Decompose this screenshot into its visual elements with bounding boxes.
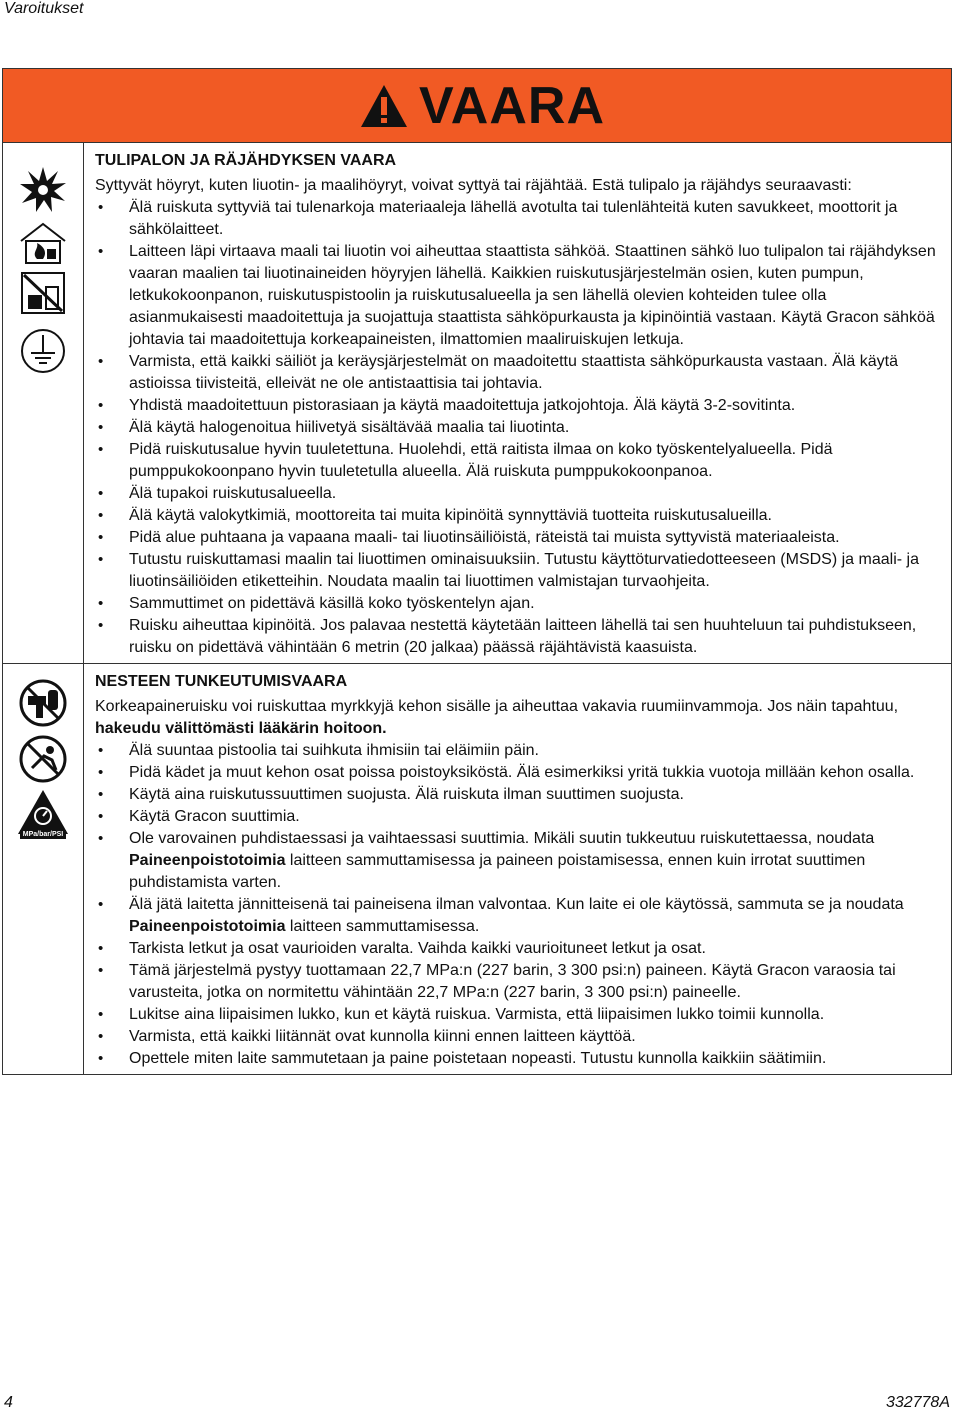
injection-icon-column [3,664,84,1074]
item-text: Lukitse aina liipaisimen lukko, kun et käytä ruiskua. Varmista, että liipaisimen lukko toimii kunnolla. [129,1006,825,1023]
fire-list-item: • Sammuttimet on pidettävä käsillä koko työskentelyn ajan. [95,593,943,615]
item-text: Älä suuntaa pistoolia tai suihkuta ihmisiin tai eläimiin päin. [129,742,539,759]
item-text: Tarkista letkut ja osat vaurioiden varalta. Vaihda kaikki vaurioituneet letkut ja osat. [129,940,706,957]
pressure-unit-label: MPa/bar/PSI [20,830,66,839]
procedure-name: Paineenpoistotoimia [129,918,286,935]
fire-list [95,197,943,659]
injection-section [3,664,951,1074]
injection-list-item [95,784,943,806]
injection-list-item [95,762,943,784]
injection-list-item [95,1026,943,1048]
danger-banner [3,69,951,143]
injection-section-title: NESTEEN TUNKEUTUMISVAARA [95,673,348,690]
no-spray-at-person-icon [18,734,68,784]
injection-intro-bold: hakeudu välittömästi lääkärin hoitoon. [95,720,387,737]
house-flame-icon [17,221,69,265]
document-number: 332778A [885,1394,950,1411]
item-text: laitteen sammuttamisessa. [285,918,480,935]
fire-list-item: • Älä ruiskuta syttyviä tai tulenarkoja materiaaleja lähellä avotulta tai tulenlähteitä kuten savukkeet, moottorit ja sähkölaitteet. [95,197,943,241]
item-text: Pidä kädet ja muut kehon osat poissa poistoyksiköstä. Älä esimerkiksi yritä tukkia vuotoja millään kehon osalla. [129,764,915,781]
item-text: Ole varovainen puhdistaessasi ja vaihtaessasi suuttimia. Mikäli suutin tukkeutuu ruiskutettaessa, noudata [129,830,875,847]
fire-list-item: • Pidä alue puhtaana ja vapaana maali- tai liuotinsäiliöistä, räteistä tai muista syttyvistä materiaaleista. [95,527,943,549]
fire-list-item: • Laitteen läpi virtaava maali tai liuotin voi aiheuttaa staattista sähköä. Staattinen sähkö luo tulipalon tai räjähdyksen vaaran maalien tai liuotinaineiden höyryjen lähellä. Kaikkien ruiskutusjärjestelmän osien, kuten pumpun, letkukokoonpanon, ruiskutuspistoolin ja ruiskutusalueella ja sen lähellä olevien kohteiden tulee olla asianmukaisesti maadoitettuja ja suojattuja staattista sähköpurkausta ja kipinöintiä vastaan. Käytä Gracon sähköä johtavia tai maadoitettuja korkeapaineisten, ilmattomien maaliruiskujen letkuja. [95,241,943,351]
fire-list-item: • Pidä ruiskutusalue hyvin tuuletettuna. Huolehdi, että raitista ilmaa on koko työskentelyalueella. Pidä pumppukokoonpano hyvin tuuletetulla alueella. Älä ruiskuta pumppukokoonpanoa. [95,439,943,483]
ground-icon [19,327,67,375]
item-text: Varmista, että kaikki liitännät ovat kunnolla kiinni ennen laitteen käyttöä. [129,1028,636,1045]
fire-section-title: TULIPALON JA RÄJÄHDYKSEN VAARA [95,152,397,169]
injection-list-item [95,740,943,762]
item-text: Käytä aina ruiskutussuuttimen suojusta. Älä ruiskuta ilman suuttimen suojusta. [129,786,684,803]
injection-list-item [95,1048,943,1070]
fire-list-item: • Yhdistä maadoitettuun pistorasiaan ja käytä maadoitettuja jatkojohtoja. Älä käytä 3-2-sovitinta. [95,395,943,417]
item-text: laitteen sammuttamisessa ja paineen poistamisessa, ennen kuin irrotat suuttimen puhdistamista varten. [129,852,866,891]
no-spray-near-equipment-icon [18,271,68,315]
fire-list-item: • Älä käytä halogenoitua hiilivetyä sisältävää maalia tai liuotinta. [95,417,943,439]
fire-icon-column [3,143,84,663]
explosion-icon [18,165,68,215]
no-hand-near-gun-icon [18,678,68,728]
fire-section [3,143,951,664]
injection-list-item [95,938,943,960]
injection-list [95,740,943,1070]
injection-text [84,664,951,1074]
page-number: 4 [4,1394,13,1411]
fire-list-item: • Ruisku aiheuttaa kipinöitä. Jos palavaa nestettä käytetään laitteen lähellä tai sen huuhteluun tai puhdistukseen, ruisku on pidettävä vähintään 6 metrin (20 jalkaa) päässä räjähtävistä kaasuista. [95,615,943,659]
item-text: Opettele miten laite sammutetaan ja paine poistetaan nopeasti. Tutustu kunnolla kaikkiin säätimiin. [129,1050,827,1067]
fire-text [84,143,951,663]
fire-list-item: • Älä käytä valokytkimiä, moottoreita tai muita kipinöitä synnyttäviä tuotteita ruiskutusalueilla. [95,505,943,527]
warning-triangle-icon [359,83,409,129]
running-header: Varoitukset [4,0,84,17]
injection-list-item [95,1004,943,1026]
injection-intro-text: Korkeapaineruisku voi ruiskuttaa myrkkyjä kehon sisälle ja aiheuttaa vakavia ruumiinvammoja. Jos näin tapahtuu, [95,698,899,715]
injection-list-item [95,806,943,828]
fire-list-item: • Tutustu ruiskuttamasi maalin tai liuottimen ominaisuuksiin. Tutustu käyttöturvatiedotteeseen (MSDS) ja maali- ja liuotinsäiliöiden etiketteihin. Noudata maalin tai liuottimen valmistajan turvaohjeita. [95,549,943,593]
item-text: Älä jätä laitetta jännitteisenä tai paineisena ilman valvontaa. Kun laite ei ole käytössä, sammuta se ja noudata [129,896,904,913]
fire-intro: Syttyvät höyryt, kuten liuotin- ja maalihöyryt, voivat syttyä tai räjähtää. Estä tulipalo ja räjähdys seuraavasti: [95,177,852,194]
injection-list-item [95,828,943,894]
fire-list-item: • Älä tupakoi ruiskutusalueella. [95,483,943,505]
item-text: Tämä järjestelmä pystyy tuottamaan 22,7 MPa:n (227 barin, 3 300 psi:n) paineen. Käytä Gracon varaosia tai varusteita, jotka on normitettu vähintään 22,7 MPa:n (227 barin, 3 300 psi:n) paineelle. [129,962,896,1001]
item-text: Käytä Gracon suuttimia. [129,808,300,825]
injection-intro [95,696,943,740]
injection-list-item [95,960,943,1004]
fire-list-item: • Varmista, että kaikki säiliöt ja keräysjärjestelmät on maadoitettu staattista sähköpurkausta vastaan. Älä käytä astioissa tiivisteitä, elleivät ne ole antistaattisia tai johtavia. [95,351,943,395]
injection-list-item [95,894,943,938]
banner-title: VAARA [418,76,606,135]
procedure-name: Paineenpoistotoimia [129,852,286,869]
warning-table [2,68,952,1075]
